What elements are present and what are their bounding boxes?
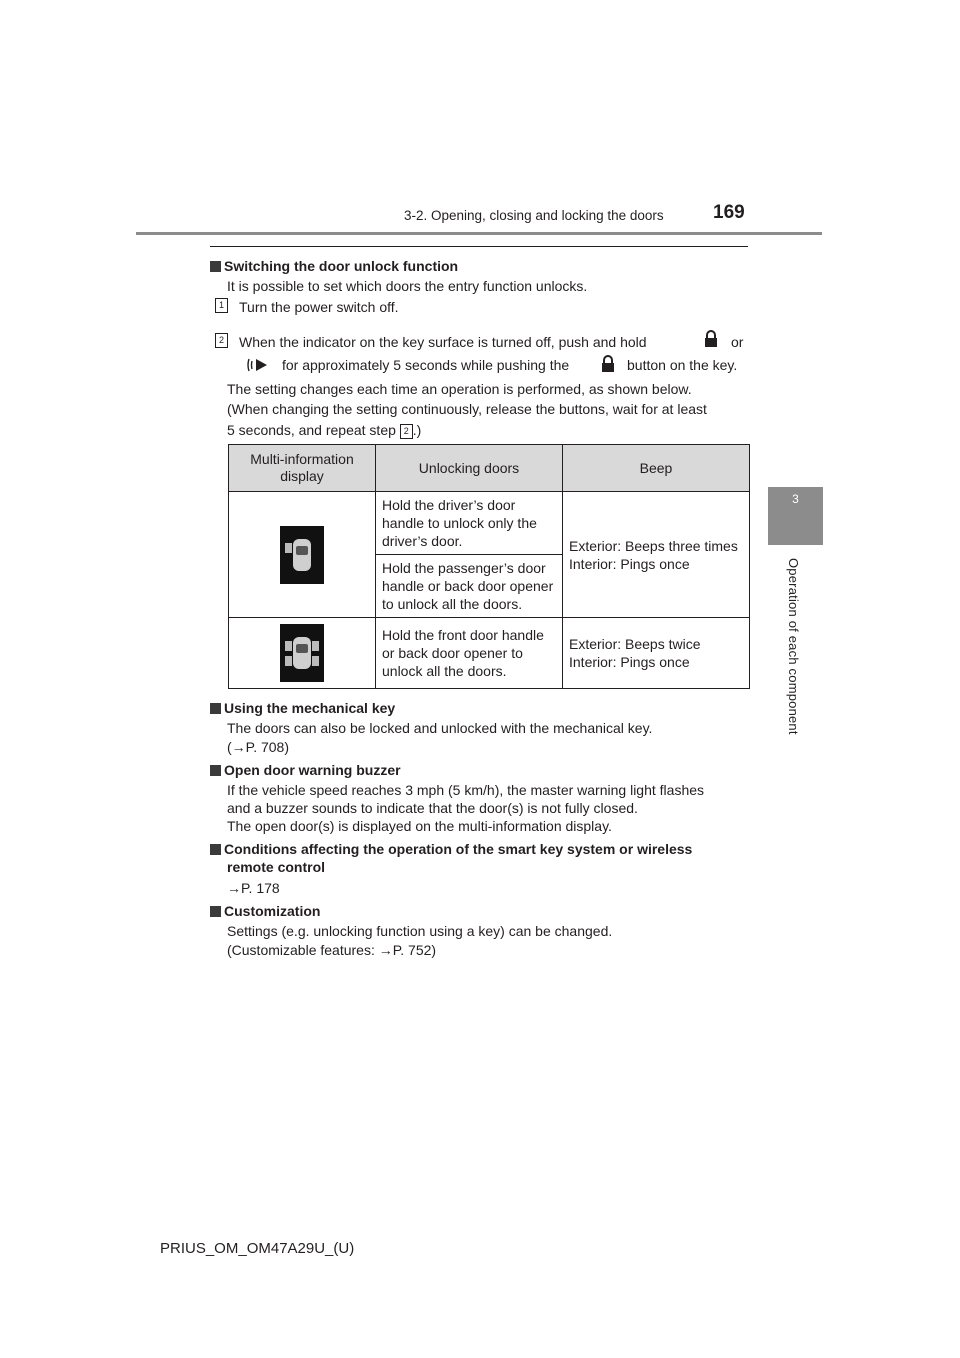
buzzer-line2: and a buzzer sounds to indicate that the door(s) is not fully closed. <box>227 800 638 816</box>
page-number: 169 <box>713 202 745 223</box>
header-rule <box>136 232 822 235</box>
conditions-heading: Conditions affecting the operation of the smart key system or wireless <box>210 839 692 859</box>
lock-icon <box>601 355 615 373</box>
table-header: Beep <box>563 445 750 492</box>
section-bullet-icon <box>210 844 221 855</box>
step-2-marker: 2 <box>215 333 228 348</box>
step-1-marker: 1 <box>215 298 228 313</box>
switching-intro: It is possible to set which doors the entry function unlocks. <box>227 278 588 294</box>
section-bullet-icon <box>210 765 221 776</box>
switching-heading: Switching the door unlock function <box>210 256 458 276</box>
step-2-or: or <box>731 334 744 350</box>
chapter-side-label: Operation of each component <box>786 558 801 735</box>
table-header-row <box>229 445 750 492</box>
setting-line3: 5 seconds, and repeat step 2 .) <box>227 422 422 438</box>
unlocking-doors-cell: Hold the front door handle or back door opener to unlock all the doors. <box>376 618 563 689</box>
conditions-ref: →P. 178 <box>227 880 280 896</box>
step-2-line2a: for approximately 5 seconds while pushing the <box>282 357 570 373</box>
mechanical-heading: Using the mechanical key <box>210 698 395 718</box>
step-1-text: Turn the power switch off. <box>239 299 399 315</box>
buzzer-line1: If the vehicle speed reaches 3 mph (5 km/h), the master warning light flashes <box>227 782 705 798</box>
mechanical-line2: (→P. 708) <box>227 739 289 755</box>
step-2-line2b: button on the key. <box>627 357 738 373</box>
section-bullet-icon <box>210 261 221 272</box>
buzzer-line3: The open door(s) is displayed on the multi-information display. <box>227 818 612 834</box>
setting-line2: (When changing the setting continuously, release the buttons, wait for at least <box>227 401 707 417</box>
driver-door-open-car-icon <box>280 526 324 584</box>
trunk-open-icon <box>247 357 269 373</box>
display-cell <box>229 618 376 689</box>
setting-line1: The setting changes each time an operation is performed, as shown below. <box>227 381 692 397</box>
section-bullet-icon <box>210 906 221 917</box>
beep-cell: Exterior: Beeps twice Interior: Pings once <box>563 618 750 689</box>
table-header: Unlocking doors <box>376 445 563 492</box>
customization-line2: (Customizable features: →P. 752) <box>227 942 437 958</box>
table-header: Multi-information display <box>229 445 376 492</box>
section-bullet-icon <box>210 703 221 714</box>
section-title: 3-2. Opening, closing and locking the doors <box>404 208 664 223</box>
step-ref-marker: 2 <box>400 424 413 439</box>
step-2-line1: When the indicator on the key surface is turned off, push and hold <box>239 334 647 350</box>
unlocking-doors-cell: Hold the driver’s door handle to unlock only the driver’s door. <box>376 492 563 555</box>
lock-icon <box>704 330 718 348</box>
unlocking-doors-cell: Hold the passenger’s door handle or back door opener to unlock all the doors. <box>376 555 563 618</box>
buzzer-heading: Open door warning buzzer <box>210 760 401 780</box>
conditions-heading-line2: remote control <box>227 859 326 875</box>
customization-line1: Settings (e.g. unlocking function using a key) can be changed. <box>227 923 613 939</box>
display-cell <box>229 492 376 618</box>
mechanical-line1: The doors can also be locked and unlocked with the mechanical key. <box>227 720 653 736</box>
customization-heading: Customization <box>210 901 320 921</box>
beep-cell: Exterior: Beeps three times Interior: Pings once <box>563 492 750 618</box>
document-code: PRIUS_OM_OM47A29U_(U) <box>160 1240 355 1257</box>
content-top-rule <box>210 246 748 247</box>
table-row <box>229 492 750 555</box>
all-doors-open-car-icon <box>280 624 324 682</box>
chapter-tab-number: 3 <box>792 492 799 506</box>
table-row <box>229 618 750 689</box>
unlock-settings-table <box>228 444 750 689</box>
